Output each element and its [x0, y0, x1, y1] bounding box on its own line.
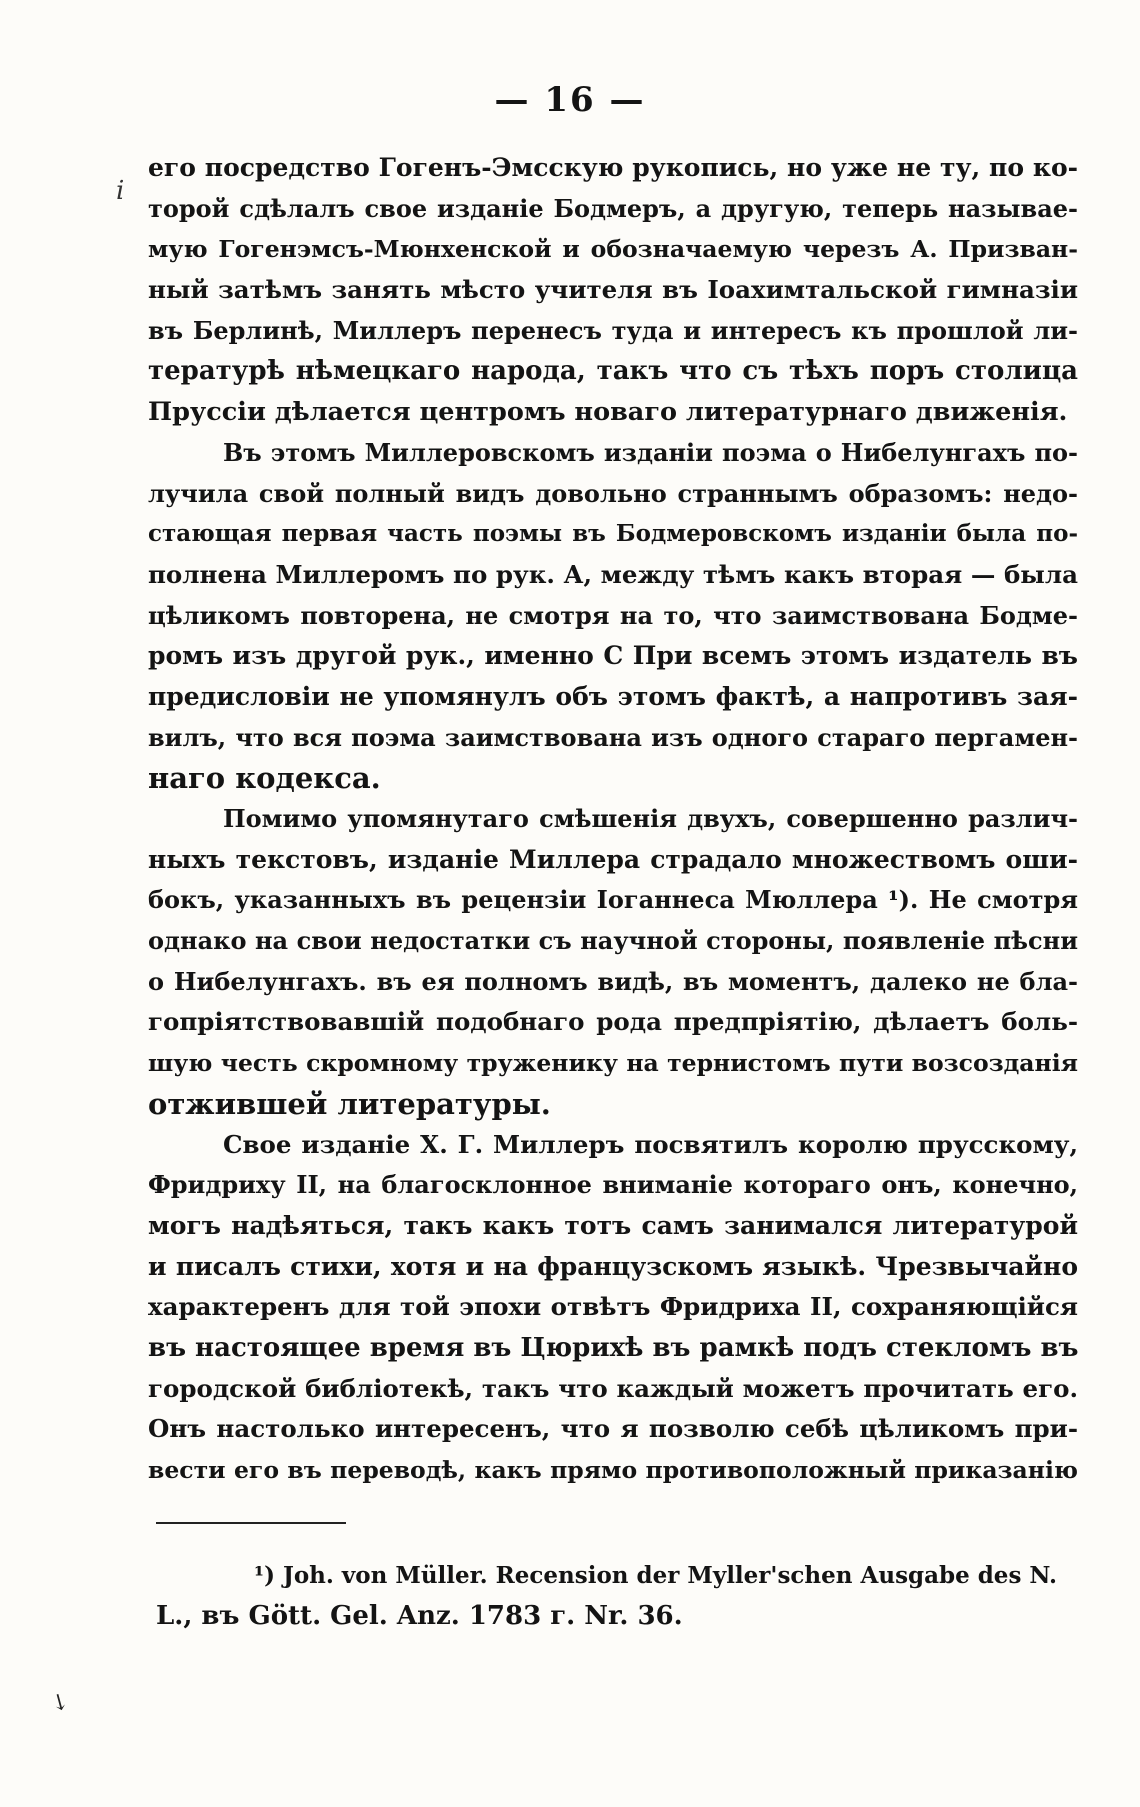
text-line: мую Гогенэмсъ-Мюнхенской и обозначаемую черезъ А. Призван- — [148, 235, 1078, 264]
text-line: Онъ настолько интересенъ, что я позволю себѣ цѣликомъ при- — [148, 1414, 1078, 1444]
text-line: гопріятствовавшій подобнаго рода предпріятію, дѣлаетъ боль- — [148, 1007, 1078, 1037]
text-line: Фридриху II, на благосклонное вниманіе котораго онъ, конечно, — [148, 1170, 1078, 1200]
text-line: вести его въ переводѣ, какъ прямо противоположный приказанію — [148, 1456, 1078, 1484]
text-line: о Нибелунгахъ. въ ея полномъ видѣ, въ моментъ, далеко не бла- — [148, 966, 1078, 996]
paragraph-start-line: Свое изданіе Х. Г. Миллеръ посвятилъ королю прусскому, — [223, 1129, 1078, 1159]
text-line: торой сдѣлалъ свое изданіе Бодмеръ, а другую, теперь называе- — [148, 193, 1078, 223]
body-text — [148, 148, 1078, 1491]
text-line: характеренъ для той эпохи отвѣтъ Фридриха II, сохраняющійся — [148, 1292, 1078, 1322]
text-line: вилъ, что вся поэма заимствована изъ одного стараго пергамен- — [148, 722, 1078, 752]
footnote-divider — [156, 1522, 346, 1524]
text-line: Пруссіи дѣлается центромъ новаго литературнаго движенія. — [148, 397, 1068, 428]
text-line: однако на свои недостатки съ научной стороны, появленіе пѣсни — [148, 926, 1078, 956]
text-line: отжившей литературы. — [148, 1086, 551, 1121]
margin-mark: i — [116, 176, 125, 206]
text-line: лучила свой полный видъ довольно страннымъ образомъ: недо- — [148, 478, 1078, 508]
footnote-line: ¹) Joh. von Müller. Recension der Myller'schen Ausgabe des N. — [254, 1562, 1057, 1589]
text-line: ромъ изъ другой рук., именно С При всемъ этомъ издатель въ — [148, 641, 1078, 671]
footnote-line: L., въ Gött. Gel. Anz. 1783 г. Nr. 36. — [156, 1601, 683, 1631]
text-line: стающая первая часть поэмы въ Бодмеровскомъ изданіи была по- — [148, 520, 1078, 548]
footnotes — [156, 1556, 1066, 1636]
text-line: полнена Миллеромъ по рук. А, между тѣмъ какъ вторая — была — [148, 559, 1078, 589]
text-line: предисловіи не упомянулъ объ этомъ фактѣ, а напротивъ зая- — [148, 681, 1078, 711]
text-line: тературѣ нѣмецкаго народа, такъ что съ тѣхъ поръ столица — [148, 356, 1078, 387]
text-line: наго кодекса. — [148, 761, 381, 796]
text-line: могъ надѣяться, такъ какъ тотъ самъ занимался литературой — [148, 1210, 1078, 1240]
paragraph-start-line: Помимо упомянутаго смѣшенія двухъ, совершенно различ- — [223, 804, 1078, 833]
text-line: въ настоящее время въ Цюрихѣ въ рамкѣ подъ стекломъ въ — [148, 1332, 1079, 1363]
text-line: ныхъ текстовъ, изданіе Миллера страдало множествомъ оши- — [148, 844, 1078, 874]
text-line: городской библіотекѣ, такъ что каждый можетъ прочитать его. — [148, 1373, 1078, 1403]
text-line: въ Берлинѣ, Миллеръ перенесъ туда и интересъ къ прошлой ли- — [148, 315, 1078, 345]
text-line: и писалъ стихи, хотя и на французскомъ языкѣ. Чрезвычайно — [148, 1251, 1078, 1281]
text-line: ный затѣмъ занять мѣсто учителя въ Іоахимтальской гимназіи — [148, 275, 1078, 305]
text-line: цѣликомъ повторена, не смотря на то, что заимствована Бодме- — [148, 600, 1078, 630]
text-line: бокъ, указанныхъ въ рецензіи Іоганнеса Мюллера ¹). Не смотря — [148, 885, 1078, 915]
text-line: его посредство Гогенъ-Эмсскую рукопись, но уже не ту, по ко- — [148, 153, 1078, 182]
text-line: шую честь скромному труженику на тернистомъ пути возсозданія — [148, 1049, 1078, 1078]
corner-mark: ↘ — [44, 1687, 74, 1718]
paragraph-start-line: Въ этомъ Миллеровскомъ изданіи поэма о Нибелунгахъ по- — [223, 437, 1078, 467]
page-number: — 16 — — [494, 80, 646, 120]
